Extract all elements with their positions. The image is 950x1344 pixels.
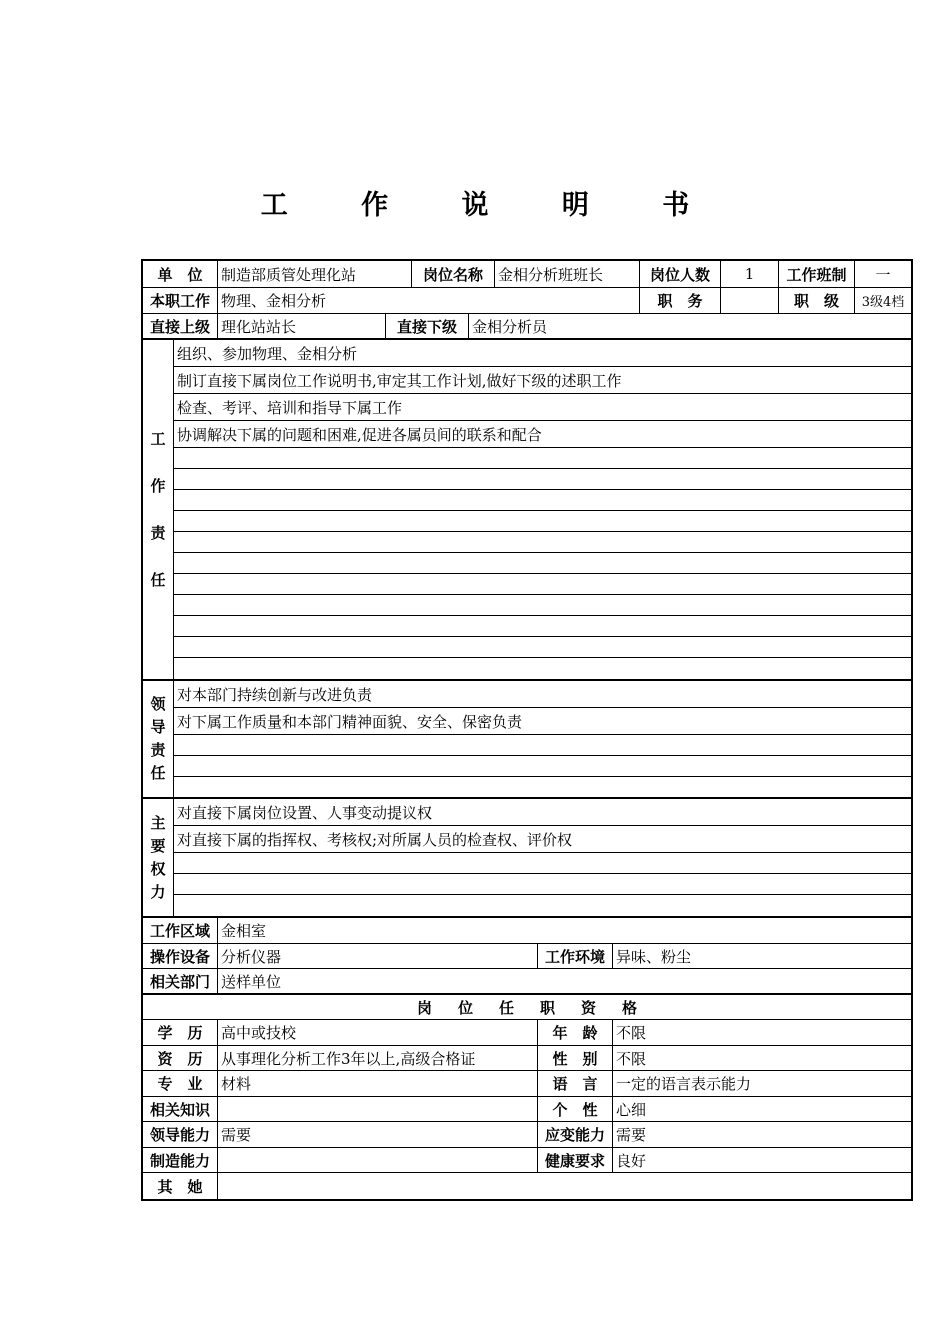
- duty-line: [174, 532, 911, 553]
- qualification-label: 个 性: [538, 1097, 613, 1121]
- main-work-label: 本职工作: [143, 288, 218, 313]
- leadership-label-char: 责: [150, 741, 166, 759]
- shift-value: 一: [875, 265, 891, 284]
- qualification-label: 专 业: [143, 1071, 218, 1096]
- environment-label: 工作环境: [538, 944, 613, 968]
- superior-value: 理化站站长: [218, 314, 386, 338]
- work-area-label: 工作区域: [143, 918, 218, 943]
- duty-line: 组织、参加物理、金相分析: [174, 340, 911, 367]
- duty-line: [174, 574, 911, 595]
- leadership-line: [174, 756, 911, 777]
- grade-value: 3级4档: [861, 295, 905, 310]
- shift-label: 工作班制: [779, 261, 855, 287]
- work-duties-lines: [174, 340, 911, 679]
- duty-line: [174, 553, 911, 574]
- duty-label: 职 务: [640, 288, 721, 313]
- leadership-line: 对下属工作质量和本部门精神面貌、安全、保密负责: [174, 708, 911, 735]
- qualification-label: 年 龄: [538, 1020, 613, 1045]
- duty-line: [174, 511, 911, 532]
- leadership-label-char: 导: [150, 718, 166, 736]
- qualification-value: 良好: [616, 1151, 647, 1170]
- qualification-label: 学 历: [143, 1020, 218, 1045]
- authority-label-char: 要: [150, 836, 166, 855]
- other-label: 其 她: [143, 1173, 218, 1199]
- duty-line: [174, 637, 911, 658]
- qualification-label: 应变能力: [538, 1122, 613, 1147]
- superior-label: 直接上级: [143, 314, 218, 338]
- qualification-value: 不限: [616, 1024, 647, 1042]
- authority-line: 对直接下属的指挥权、考核权;对所属人员的检查权、评价权: [174, 826, 911, 853]
- authority-line: 对直接下属岗位设置、人事变动提议权: [174, 799, 911, 826]
- headcount-label: 岗位人数: [640, 261, 721, 287]
- duty-line: [174, 658, 911, 679]
- duty-line: 检查、考评、培训和指导下属工作: [174, 394, 911, 421]
- leadership-label-char: 任: [150, 764, 166, 782]
- related-dept-row: [143, 969, 911, 995]
- qualification-row: [143, 1046, 911, 1071]
- other-row: [143, 1173, 911, 1199]
- work-duties-section: [143, 340, 911, 681]
- duty-line: [174, 616, 911, 637]
- qualification-value: 从事理化分析工作3年以上,高级合格证: [218, 1046, 538, 1070]
- leadership-label-char: 领: [150, 695, 166, 713]
- subordinate-value: 金相分析员: [472, 317, 548, 336]
- headcount-value: 1: [721, 261, 779, 287]
- duty-line: 协调解决下属的问题和困难,促进各属员间的联系和配合: [174, 421, 911, 448]
- work-area-value: 金相室: [221, 922, 267, 940]
- qualification-label: 领导能力: [143, 1122, 218, 1147]
- qualification-value: 不限: [616, 1049, 647, 1068]
- qualification-label: 资 历: [143, 1046, 218, 1070]
- header-row-3: [143, 314, 911, 340]
- qualification-row: [143, 1122, 911, 1148]
- related-dept-label: 相关部门: [143, 969, 218, 993]
- qualification-label: 语 言: [538, 1071, 613, 1096]
- qualification-value: 需要: [616, 1126, 647, 1144]
- leadership-line: [174, 735, 911, 756]
- qualification-value: 材料: [218, 1071, 538, 1096]
- qualification-row: [143, 1020, 911, 1046]
- qualification-row: [143, 1148, 911, 1173]
- job-description-form: [141, 259, 913, 1201]
- authority-line: [174, 895, 911, 916]
- duty-line: 制订直接下属岗位工作说明书,审定其工作计划,做好下级的述职工作: [174, 367, 911, 394]
- unit-value: 制造部质管处理化站: [218, 261, 412, 287]
- authority-line: [174, 874, 911, 895]
- equipment-value: 分析仪器: [218, 944, 538, 968]
- post-name-value: 金相分析班班长: [495, 261, 640, 287]
- header-row-1: [143, 261, 911, 288]
- qualification-value: 一定的语言表示能力: [616, 1075, 752, 1093]
- duty-line: [174, 490, 911, 511]
- subordinate-label: 直接下级: [386, 314, 469, 338]
- qualification-value: 心细: [616, 1100, 647, 1119]
- qualification-value: [218, 1097, 538, 1121]
- authority-line: [174, 853, 911, 874]
- leadership-line: [174, 777, 911, 797]
- environment-value: 异味、粉尘: [616, 947, 692, 966]
- qualification-row: [143, 1097, 911, 1122]
- equipment-label: 操作设备: [143, 944, 218, 968]
- qualification-row: [143, 1071, 911, 1097]
- post-name-label: 岗位名称: [412, 261, 495, 287]
- work-area-row: [143, 918, 911, 944]
- qualification-value: 需要: [218, 1122, 538, 1147]
- leadership-label: [143, 681, 174, 797]
- duty-line: [174, 595, 911, 616]
- work-duties-label-char: 任: [150, 570, 166, 589]
- work-duties-label-char: 责: [150, 523, 166, 542]
- authority-label-char: 主: [150, 813, 166, 832]
- page-title: 工 作 说 明 书: [260, 190, 722, 221]
- header-row-2: [143, 288, 911, 314]
- related-dept-value: 送样单位: [221, 972, 282, 991]
- leadership-line: 对本部门持续创新与改进负责: [174, 681, 911, 708]
- duty-value: [721, 288, 779, 313]
- qualification-label: 健康要求: [538, 1148, 613, 1172]
- authority-label-char: 力: [150, 882, 166, 901]
- grade-label: 职 级: [779, 288, 855, 313]
- authority-label: [143, 799, 174, 916]
- work-duties-label: [143, 340, 174, 679]
- leadership-section: [143, 681, 911, 799]
- other-value: [218, 1173, 911, 1199]
- leadership-lines: [174, 681, 911, 797]
- qualification-label: 性 别: [538, 1046, 613, 1070]
- authority-lines: [174, 799, 911, 916]
- unit-label: 单 位: [143, 261, 218, 287]
- main-work-value: 物理、金相分析: [218, 288, 640, 313]
- work-duties-label-char: 工: [150, 429, 166, 448]
- qualification-label: 制造能力: [143, 1148, 218, 1172]
- duty-line: [174, 469, 911, 490]
- authority-section: [143, 799, 911, 918]
- qualification-value: [218, 1148, 538, 1172]
- work-duties-label-char: 作: [150, 476, 166, 495]
- qualifications-heading-row: [143, 995, 911, 1020]
- duty-line: [174, 448, 911, 469]
- qualification-value: 高中或技校: [218, 1020, 538, 1045]
- qualification-label: 相关知识: [143, 1097, 218, 1121]
- authority-label-char: 权: [150, 859, 166, 878]
- qualifications-heading: 岗位任职资格: [416, 998, 663, 1017]
- equipment-row: [143, 944, 911, 969]
